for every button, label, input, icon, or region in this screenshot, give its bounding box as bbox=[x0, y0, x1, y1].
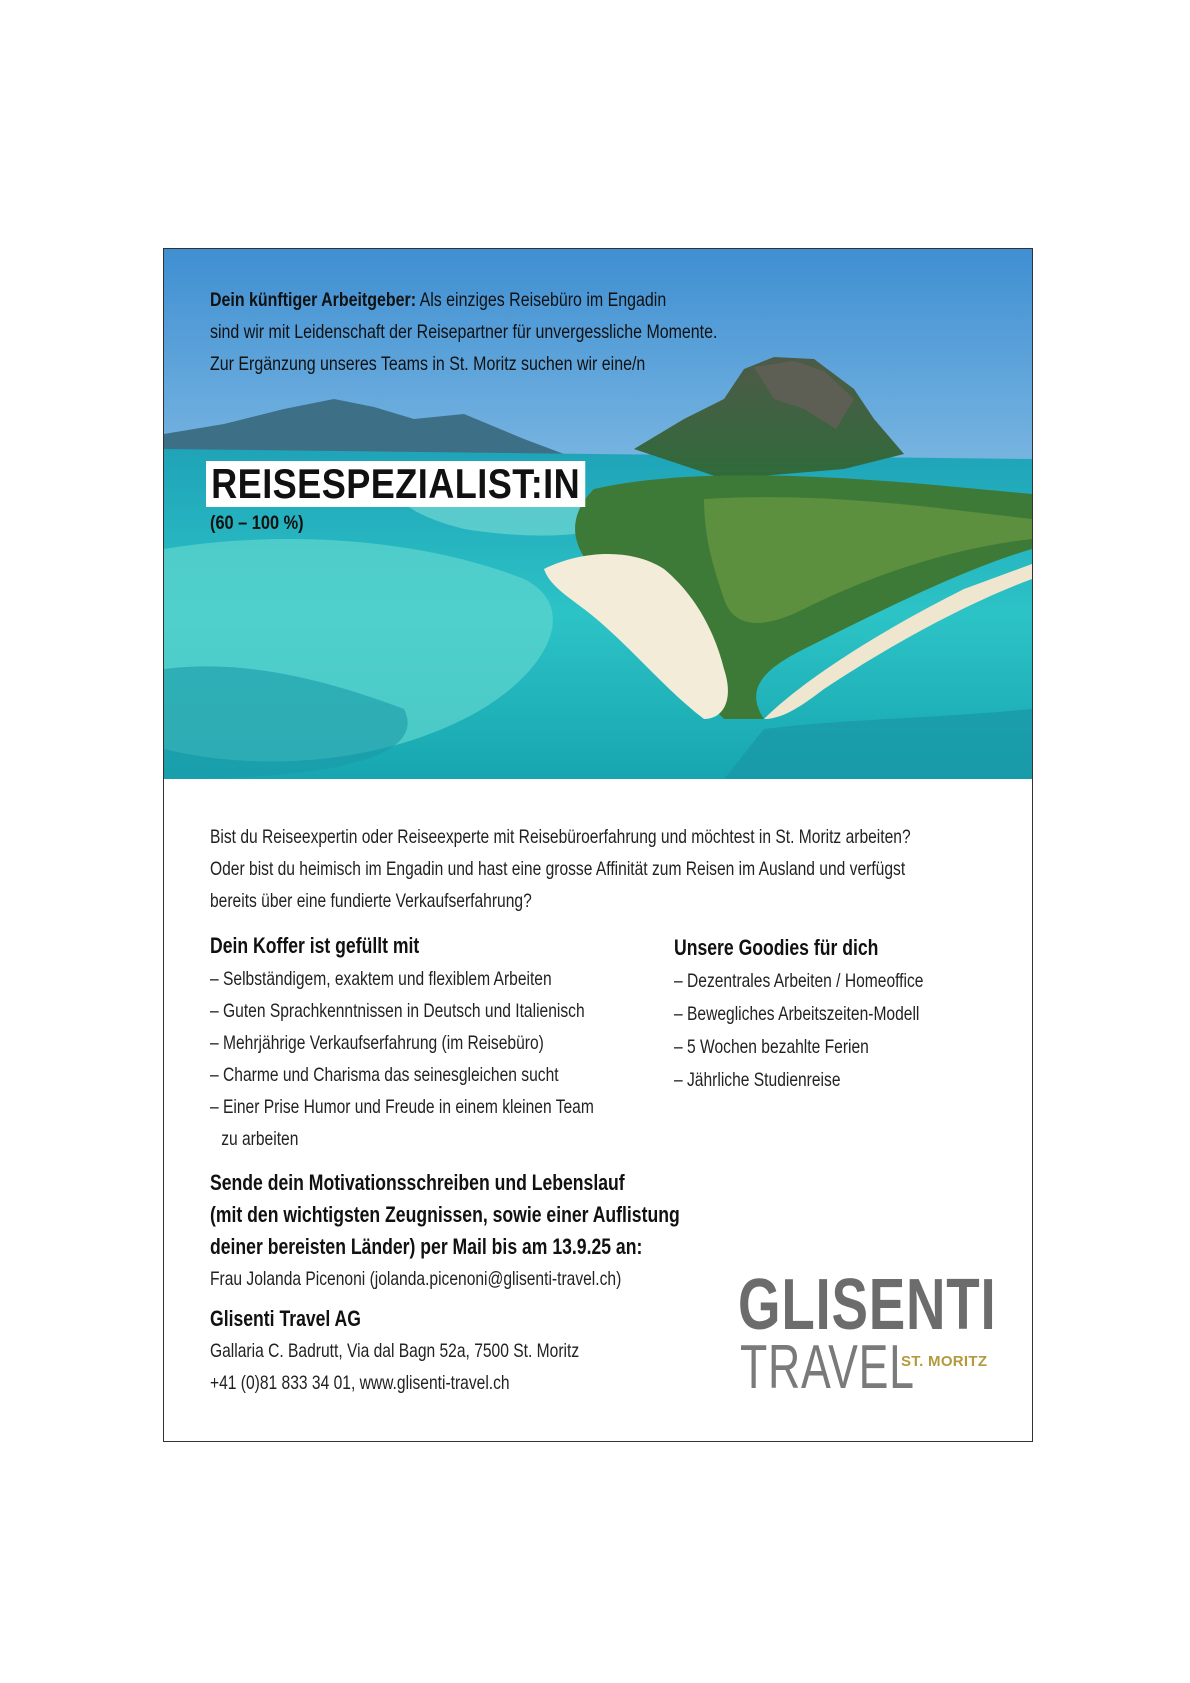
application-line-2: (mit den wichtigsten Zeugnissen, sowie einer Auflistung bbox=[210, 1202, 680, 1227]
list-item: – Guten Sprachkenntnissen in Deutsch und Italienisch bbox=[210, 1000, 585, 1022]
benefits-list bbox=[674, 965, 986, 1097]
glisenti-travel-logo bbox=[738, 1265, 998, 1409]
company-address: Gallaria C. Badrutt, Via dal Bagn 52a, 7500 St. Moritz bbox=[210, 1340, 580, 1362]
logo-location: ST. MORITZ bbox=[901, 1353, 988, 1370]
intro-line-2: sind wir mit Leidenschaft der Reisepartner für unvergessliche Momente. bbox=[210, 322, 718, 343]
logo-wordmark-bottom: TRAVEL bbox=[740, 1333, 915, 1402]
description-line-1: Bist du Reiseexpertin oder Reiseexperte mit Reisebüroerfahrung und möchtest in St. Moritz arbeiten? bbox=[210, 826, 911, 848]
intro-line-3: Zur Ergänzung unseres Teams in St. Moritz suchen wir eine/n bbox=[210, 354, 646, 375]
benefits-section bbox=[674, 933, 986, 1097]
requirements-heading: Dein Koffer ist gefüllt mit bbox=[210, 933, 420, 958]
contact-email-line: Frau Jolanda Picenoni (jolanda.picenoni@glisenti-travel.ch) bbox=[210, 1268, 622, 1290]
list-item: – Einer Prise Humor und Freude in einem kleinen Team bbox=[210, 1096, 594, 1118]
description-line-3: bereits über eine fundierte Verkaufserfahrung? bbox=[210, 890, 532, 912]
application-section bbox=[210, 1167, 797, 1295]
application-line-1: Sende dein Motivationsschreiben und Lebenslauf bbox=[210, 1170, 625, 1195]
company-name: Glisenti Travel AG bbox=[210, 1306, 361, 1331]
benefits-heading: Unsere Goodies für dich bbox=[674, 935, 879, 960]
description bbox=[210, 821, 1033, 917]
list-item: – 5 Wochen bezahlte Ferien bbox=[674, 1036, 869, 1058]
list-item: – Jährliche Studienreise bbox=[674, 1069, 841, 1091]
list-item: – Selbständigem, exaktem und flexiblem Arbeiten bbox=[210, 968, 552, 990]
job-title: REISESPEZIALIST:IN bbox=[206, 461, 585, 507]
hero-image bbox=[164, 249, 1032, 779]
logo-wordmark-top: GLISENTI bbox=[738, 1265, 997, 1345]
description-line-2: Oder bist du heimisch im Engadin und hast eine grosse Affinität zum Reisen im Ausland und verfügst bbox=[210, 858, 906, 880]
list-item: zu arbeiten bbox=[221, 1128, 299, 1150]
intro-lead: Dein künftiger Arbeitgeber: bbox=[210, 290, 417, 311]
intro-text bbox=[210, 285, 764, 381]
company-section bbox=[210, 1303, 671, 1399]
list-item: – Dezentrales Arbeiten / Homeoffice bbox=[674, 970, 924, 992]
intro-line-1: Als einziges Reisebüro im Engadin bbox=[419, 290, 667, 311]
requirements-list bbox=[210, 963, 690, 1155]
list-item: – Mehrjährige Verkaufserfahrung (im Reisebüro) bbox=[210, 1032, 544, 1054]
job-percentage: (60 – 100 %) bbox=[210, 513, 304, 534]
job-advertisement bbox=[163, 248, 1033, 1442]
requirements-section bbox=[210, 931, 690, 1155]
list-item: – Bewegliches Arbeitszeiten-Modell bbox=[674, 1003, 920, 1025]
company-phone-web: +41 (0)81 833 34 01, www.glisenti-travel.ch bbox=[210, 1372, 510, 1394]
application-line-3: deiner bereisten Länder) per Mail bis am 13.9.25 an: bbox=[210, 1234, 643, 1259]
list-item: – Charme und Charisma das seinesgleichen sucht bbox=[210, 1064, 559, 1086]
